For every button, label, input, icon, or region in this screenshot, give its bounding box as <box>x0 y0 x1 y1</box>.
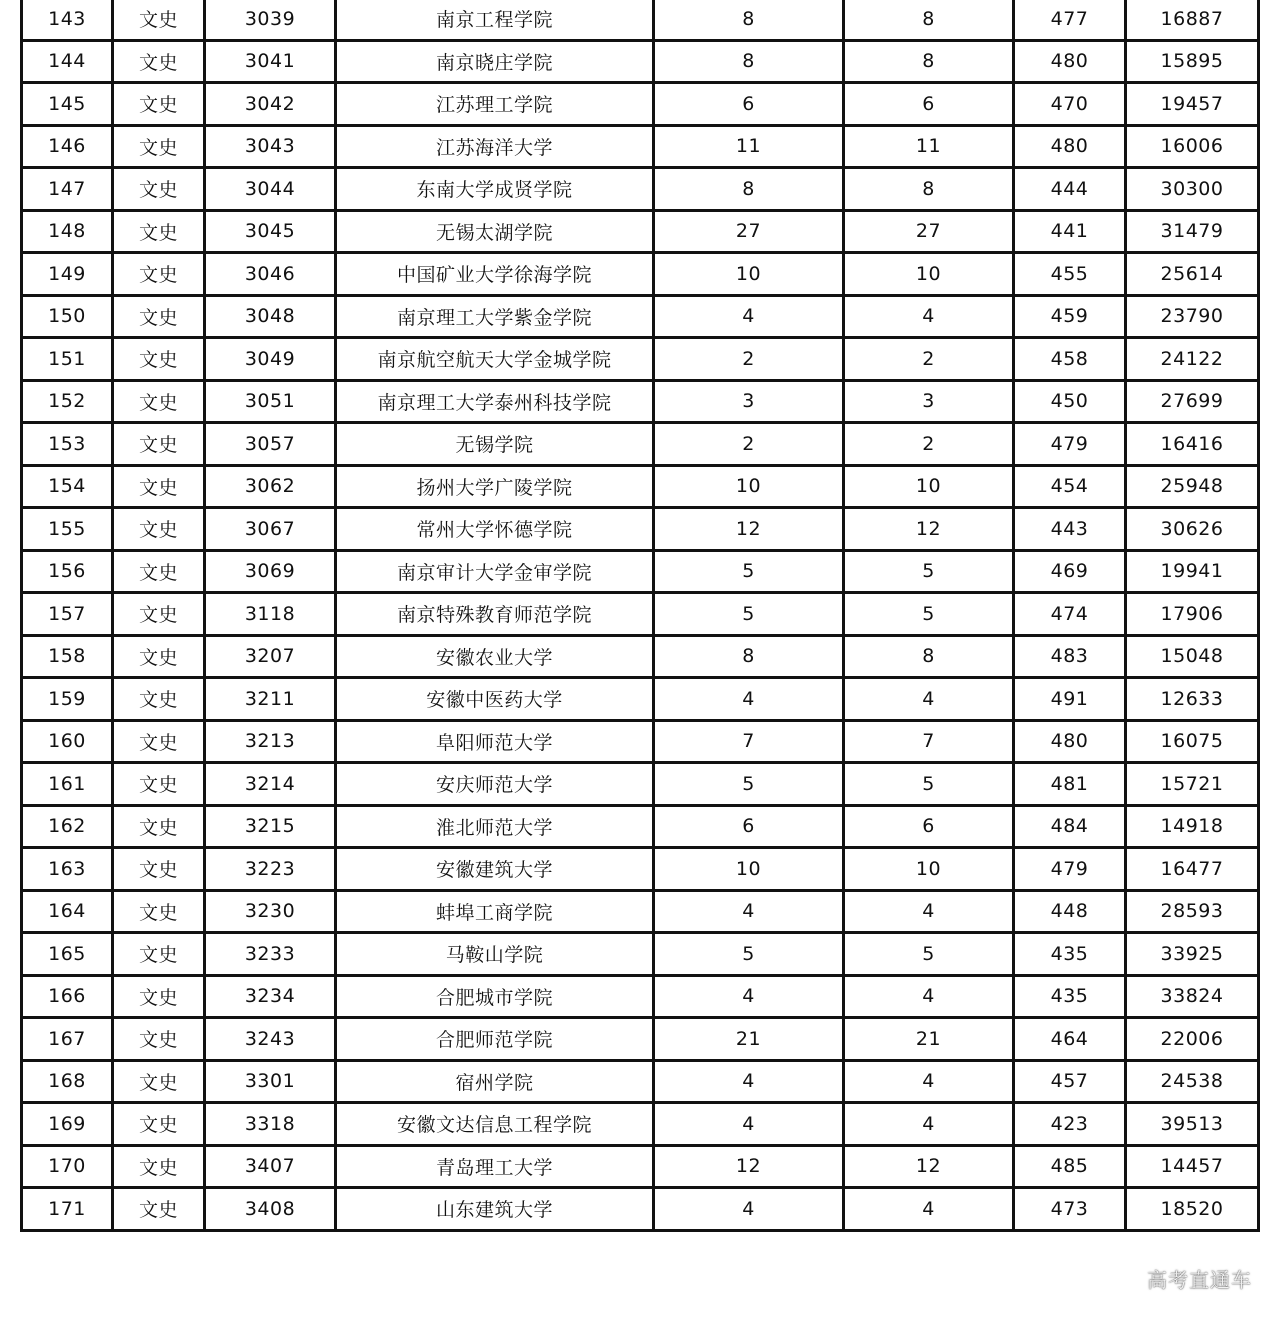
subject-category-cell: 文史 <box>113 253 205 296</box>
min-rank-cell: 30626 <box>1126 508 1259 551</box>
school-code-cell: 3213 <box>205 720 336 763</box>
row-number-cell: 162 <box>22 805 113 848</box>
school-name-cell: 阜阳师范大学 <box>336 720 654 763</box>
min-score-cell: 484 <box>1014 805 1126 848</box>
school-code-cell: 3048 <box>205 295 336 338</box>
school-name-cell: 常州大学怀德学院 <box>336 508 654 551</box>
plan-count-cell: 12 <box>654 1145 844 1188</box>
school-name-cell: 淮北师范大学 <box>336 805 654 848</box>
min-score-cell: 448 <box>1014 890 1126 933</box>
plan-count-cell: 8 <box>654 40 844 83</box>
row-number-cell: 163 <box>22 848 113 891</box>
subject-category-cell: 文史 <box>113 83 205 126</box>
min-rank-cell: 24122 <box>1126 338 1259 381</box>
table-row <box>22 210 1259 253</box>
admitted-count-cell: 7 <box>844 720 1014 763</box>
min-rank-cell: 25614 <box>1126 253 1259 296</box>
subject-category-cell: 文史 <box>113 635 205 678</box>
subject-category-cell: 文史 <box>113 933 205 976</box>
watermark-text: 高考直通车 <box>1147 1268 1252 1292</box>
row-number-cell: 166 <box>22 975 113 1018</box>
min-score-cell: 470 <box>1014 83 1126 126</box>
min-score-cell: 458 <box>1014 338 1126 381</box>
admitted-count-cell: 4 <box>844 678 1014 721</box>
plan-count-cell: 6 <box>654 83 844 126</box>
row-number-cell: 147 <box>22 168 113 211</box>
min-rank-cell: 16887 <box>1126 0 1259 40</box>
plan-count-cell: 4 <box>654 1188 844 1231</box>
row-number-cell: 152 <box>22 380 113 423</box>
admitted-count-cell: 4 <box>844 295 1014 338</box>
row-number-cell: 154 <box>22 465 113 508</box>
table-row <box>22 83 1259 126</box>
school-name-cell: 江苏海洋大学 <box>336 125 654 168</box>
table-row <box>22 635 1259 678</box>
admitted-count-cell: 5 <box>844 933 1014 976</box>
min-score-cell: 477 <box>1014 0 1126 40</box>
subject-category-cell: 文史 <box>113 508 205 551</box>
min-score-cell: 443 <box>1014 508 1126 551</box>
school-name-cell: 南京理工大学泰州科技学院 <box>336 380 654 423</box>
school-code-cell: 3118 <box>205 593 336 636</box>
min-rank-cell: 19457 <box>1126 83 1259 126</box>
plan-count-cell: 2 <box>654 338 844 381</box>
table-row <box>22 805 1259 848</box>
min-rank-cell: 24538 <box>1126 1060 1259 1103</box>
admitted-count-cell: 4 <box>844 1060 1014 1103</box>
row-number-cell: 145 <box>22 83 113 126</box>
min-rank-cell: 16477 <box>1126 848 1259 891</box>
min-rank-cell: 25948 <box>1126 465 1259 508</box>
min-rank-cell: 14918 <box>1126 805 1259 848</box>
plan-count-cell: 5 <box>654 550 844 593</box>
min-rank-cell: 17906 <box>1126 593 1259 636</box>
subject-category-cell: 文史 <box>113 848 205 891</box>
subject-category-cell: 文史 <box>113 295 205 338</box>
table-row <box>22 380 1259 423</box>
table-row <box>22 125 1259 168</box>
min-rank-cell: 19941 <box>1126 550 1259 593</box>
min-rank-cell: 16006 <box>1126 125 1259 168</box>
school-code-cell: 3234 <box>205 975 336 1018</box>
min-score-cell: 423 <box>1014 1103 1126 1146</box>
table-row <box>22 423 1259 466</box>
school-code-cell: 3044 <box>205 168 336 211</box>
school-code-cell: 3215 <box>205 805 336 848</box>
min-score-cell: 483 <box>1014 635 1126 678</box>
min-score-cell: 481 <box>1014 763 1126 806</box>
row-number-cell: 167 <box>22 1018 113 1061</box>
subject-category-cell: 文史 <box>113 465 205 508</box>
row-number-cell: 168 <box>22 1060 113 1103</box>
row-number-cell: 164 <box>22 890 113 933</box>
table-row <box>22 720 1259 763</box>
school-name-cell: 南京审计大学金审学院 <box>336 550 654 593</box>
row-number-cell: 170 <box>22 1145 113 1188</box>
table-row <box>22 848 1259 891</box>
school-code-cell: 3408 <box>205 1188 336 1231</box>
admitted-count-cell: 4 <box>844 1188 1014 1231</box>
min-rank-cell: 33925 <box>1126 933 1259 976</box>
admitted-count-cell: 8 <box>844 40 1014 83</box>
school-code-cell: 3230 <box>205 890 336 933</box>
plan-count-cell: 3 <box>654 380 844 423</box>
admitted-count-cell: 5 <box>844 550 1014 593</box>
admitted-count-cell: 5 <box>844 763 1014 806</box>
min-score-cell: 474 <box>1014 593 1126 636</box>
school-code-cell: 3233 <box>205 933 336 976</box>
admitted-count-cell: 5 <box>844 593 1014 636</box>
row-number-cell: 148 <box>22 210 113 253</box>
admission-score-table <box>20 0 1260 1232</box>
subject-category-cell: 文史 <box>113 40 205 83</box>
subject-category-cell: 文史 <box>113 168 205 211</box>
table-row <box>22 1188 1259 1231</box>
subject-category-cell: 文史 <box>113 1018 205 1061</box>
admitted-count-cell: 10 <box>844 848 1014 891</box>
school-code-cell: 3211 <box>205 678 336 721</box>
min-rank-cell: 16416 <box>1126 423 1259 466</box>
school-code-cell: 3057 <box>205 423 336 466</box>
admitted-count-cell: 4 <box>844 975 1014 1018</box>
plan-count-cell: 11 <box>654 125 844 168</box>
school-name-cell: 中国矿业大学徐海学院 <box>336 253 654 296</box>
school-name-cell: 青岛理工大学 <box>336 1145 654 1188</box>
min-rank-cell: 27699 <box>1126 380 1259 423</box>
plan-count-cell: 12 <box>654 508 844 551</box>
row-number-cell: 171 <box>22 1188 113 1231</box>
subject-category-cell: 文史 <box>113 1103 205 1146</box>
subject-category-cell: 文史 <box>113 763 205 806</box>
school-name-cell: 东南大学成贤学院 <box>336 168 654 211</box>
subject-category-cell: 文史 <box>113 210 205 253</box>
admitted-count-cell: 6 <box>844 805 1014 848</box>
school-code-cell: 3039 <box>205 0 336 40</box>
subject-category-cell: 文史 <box>113 125 205 168</box>
admitted-count-cell: 3 <box>844 380 1014 423</box>
school-name-cell: 扬州大学广陵学院 <box>336 465 654 508</box>
school-name-cell: 马鞍山学院 <box>336 933 654 976</box>
admitted-count-cell: 8 <box>844 635 1014 678</box>
row-number-cell: 158 <box>22 635 113 678</box>
plan-count-cell: 4 <box>654 295 844 338</box>
min-score-cell: 435 <box>1014 933 1126 976</box>
subject-category-cell: 文史 <box>113 550 205 593</box>
min-score-cell: 480 <box>1014 720 1126 763</box>
min-rank-cell: 33824 <box>1126 975 1259 1018</box>
admitted-count-cell: 12 <box>844 508 1014 551</box>
school-code-cell: 3051 <box>205 380 336 423</box>
school-code-cell: 3243 <box>205 1018 336 1061</box>
school-code-cell: 3223 <box>205 848 336 891</box>
min-rank-cell: 22006 <box>1126 1018 1259 1061</box>
min-rank-cell: 30300 <box>1126 168 1259 211</box>
row-number-cell: 161 <box>22 763 113 806</box>
table-row <box>22 933 1259 976</box>
table-row <box>22 0 1259 40</box>
admitted-count-cell: 21 <box>844 1018 1014 1061</box>
school-code-cell: 3046 <box>205 253 336 296</box>
school-code-cell: 3067 <box>205 508 336 551</box>
plan-count-cell: 5 <box>654 763 844 806</box>
min-score-cell: 479 <box>1014 423 1126 466</box>
table-row <box>22 338 1259 381</box>
row-number-cell: 155 <box>22 508 113 551</box>
admitted-count-cell: 4 <box>844 890 1014 933</box>
table-row <box>22 40 1259 83</box>
min-score-cell: 480 <box>1014 40 1126 83</box>
plan-count-cell: 10 <box>654 465 844 508</box>
school-name-cell: 安徽建筑大学 <box>336 848 654 891</box>
table-row <box>22 295 1259 338</box>
subject-category-cell: 文史 <box>113 890 205 933</box>
school-name-cell: 江苏理工学院 <box>336 83 654 126</box>
min-rank-cell: 14457 <box>1126 1145 1259 1188</box>
min-score-cell: 464 <box>1014 1018 1126 1061</box>
school-name-cell: 安徽农业大学 <box>336 635 654 678</box>
plan-count-cell: 4 <box>654 975 844 1018</box>
min-rank-cell: 18520 <box>1126 1188 1259 1231</box>
school-name-cell: 无锡学院 <box>336 423 654 466</box>
min-rank-cell: 15895 <box>1126 40 1259 83</box>
subject-category-cell: 文史 <box>113 720 205 763</box>
plan-count-cell: 5 <box>654 933 844 976</box>
plan-count-cell: 4 <box>654 1103 844 1146</box>
min-rank-cell: 28593 <box>1126 890 1259 933</box>
min-score-cell: 459 <box>1014 295 1126 338</box>
plan-count-cell: 10 <box>654 848 844 891</box>
subject-category-cell: 文史 <box>113 1060 205 1103</box>
table-row <box>22 1018 1259 1061</box>
subject-category-cell: 文史 <box>113 975 205 1018</box>
admitted-count-cell: 4 <box>844 1103 1014 1146</box>
school-code-cell: 3318 <box>205 1103 336 1146</box>
admitted-count-cell: 10 <box>844 253 1014 296</box>
school-code-cell: 3069 <box>205 550 336 593</box>
school-name-cell: 南京特殊教育师范学院 <box>336 593 654 636</box>
admitted-count-cell: 8 <box>844 168 1014 211</box>
school-code-cell: 3214 <box>205 763 336 806</box>
subject-category-cell: 文史 <box>113 1145 205 1188</box>
row-number-cell: 169 <box>22 1103 113 1146</box>
table-row <box>22 550 1259 593</box>
subject-category-cell: 文史 <box>113 678 205 721</box>
table-row <box>22 1145 1259 1188</box>
subject-category-cell: 文史 <box>113 338 205 381</box>
table-row <box>22 593 1259 636</box>
school-code-cell: 3043 <box>205 125 336 168</box>
plan-count-cell: 4 <box>654 1060 844 1103</box>
row-number-cell: 151 <box>22 338 113 381</box>
row-number-cell: 159 <box>22 678 113 721</box>
school-code-cell: 3049 <box>205 338 336 381</box>
table-row <box>22 508 1259 551</box>
plan-count-cell: 8 <box>654 0 844 40</box>
admitted-count-cell: 11 <box>844 125 1014 168</box>
admitted-count-cell: 8 <box>844 0 1014 40</box>
plan-count-cell: 8 <box>654 635 844 678</box>
plan-count-cell: 6 <box>654 805 844 848</box>
table-row <box>22 1103 1259 1146</box>
admitted-count-cell: 10 <box>844 465 1014 508</box>
subject-category-cell: 文史 <box>113 380 205 423</box>
row-number-cell: 144 <box>22 40 113 83</box>
row-number-cell: 150 <box>22 295 113 338</box>
table-row <box>22 975 1259 1018</box>
min-score-cell: 457 <box>1014 1060 1126 1103</box>
school-name-cell: 合肥师范学院 <box>336 1018 654 1061</box>
table-row <box>22 890 1259 933</box>
plan-count-cell: 21 <box>654 1018 844 1061</box>
min-score-cell: 441 <box>1014 210 1126 253</box>
school-code-cell: 3045 <box>205 210 336 253</box>
min-rank-cell: 31479 <box>1126 210 1259 253</box>
subject-category-cell: 文史 <box>113 593 205 636</box>
plan-count-cell: 4 <box>654 890 844 933</box>
subject-category-cell: 文史 <box>113 805 205 848</box>
table-row <box>22 678 1259 721</box>
school-name-cell: 南京晓庄学院 <box>336 40 654 83</box>
school-name-cell: 南京理工大学紫金学院 <box>336 295 654 338</box>
table-row <box>22 168 1259 211</box>
min-score-cell: 480 <box>1014 125 1126 168</box>
school-code-cell: 3041 <box>205 40 336 83</box>
min-rank-cell: 12633 <box>1126 678 1259 721</box>
plan-count-cell: 7 <box>654 720 844 763</box>
school-code-cell: 3207 <box>205 635 336 678</box>
school-name-cell: 南京工程学院 <box>336 0 654 40</box>
row-number-cell: 149 <box>22 253 113 296</box>
school-name-cell: 蚌埠工商学院 <box>336 890 654 933</box>
school-name-cell: 无锡太湖学院 <box>336 210 654 253</box>
row-number-cell: 143 <box>22 0 113 40</box>
min-score-cell: 491 <box>1014 678 1126 721</box>
admitted-count-cell: 12 <box>844 1145 1014 1188</box>
min-score-cell: 435 <box>1014 975 1126 1018</box>
min-score-cell: 444 <box>1014 168 1126 211</box>
row-number-cell: 153 <box>22 423 113 466</box>
school-name-cell: 安徽文达信息工程学院 <box>336 1103 654 1146</box>
admitted-count-cell: 2 <box>844 423 1014 466</box>
admission-table-page <box>20 0 1257 1232</box>
school-name-cell: 宿州学院 <box>336 1060 654 1103</box>
min-score-cell: 450 <box>1014 380 1126 423</box>
min-score-cell: 479 <box>1014 848 1126 891</box>
plan-count-cell: 2 <box>654 423 844 466</box>
plan-count-cell: 4 <box>654 678 844 721</box>
min-score-cell: 485 <box>1014 1145 1126 1188</box>
min-score-cell: 455 <box>1014 253 1126 296</box>
table-row <box>22 763 1259 806</box>
table-row <box>22 465 1259 508</box>
plan-count-cell: 10 <box>654 253 844 296</box>
school-code-cell: 3062 <box>205 465 336 508</box>
row-number-cell: 160 <box>22 720 113 763</box>
school-name-cell: 南京航空航天大学金城学院 <box>336 338 654 381</box>
min-score-cell: 469 <box>1014 550 1126 593</box>
row-number-cell: 156 <box>22 550 113 593</box>
row-number-cell: 146 <box>22 125 113 168</box>
table-row <box>22 1060 1259 1103</box>
table-body <box>22 0 1259 1230</box>
admitted-count-cell: 6 <box>844 83 1014 126</box>
min-rank-cell: 23790 <box>1126 295 1259 338</box>
subject-category-cell: 文史 <box>113 423 205 466</box>
school-code-cell: 3301 <box>205 1060 336 1103</box>
school-name-cell: 安庆师范大学 <box>336 763 654 806</box>
school-name-cell: 安徽中医药大学 <box>336 678 654 721</box>
subject-category-cell: 文史 <box>113 1188 205 1231</box>
school-name-cell: 山东建筑大学 <box>336 1188 654 1231</box>
subject-category-cell: 文史 <box>113 0 205 40</box>
school-code-cell: 3407 <box>205 1145 336 1188</box>
row-number-cell: 157 <box>22 593 113 636</box>
plan-count-cell: 27 <box>654 210 844 253</box>
admitted-count-cell: 27 <box>844 210 1014 253</box>
table-row <box>22 253 1259 296</box>
row-number-cell: 165 <box>22 933 113 976</box>
school-code-cell: 3042 <box>205 83 336 126</box>
plan-count-cell: 5 <box>654 593 844 636</box>
min-rank-cell: 39513 <box>1126 1103 1259 1146</box>
min-score-cell: 454 <box>1014 465 1126 508</box>
min-rank-cell: 16075 <box>1126 720 1259 763</box>
min-rank-cell: 15721 <box>1126 763 1259 806</box>
school-name-cell: 合肥城市学院 <box>336 975 654 1018</box>
admitted-count-cell: 2 <box>844 338 1014 381</box>
plan-count-cell: 8 <box>654 168 844 211</box>
min-score-cell: 473 <box>1014 1188 1126 1231</box>
min-rank-cell: 15048 <box>1126 635 1259 678</box>
